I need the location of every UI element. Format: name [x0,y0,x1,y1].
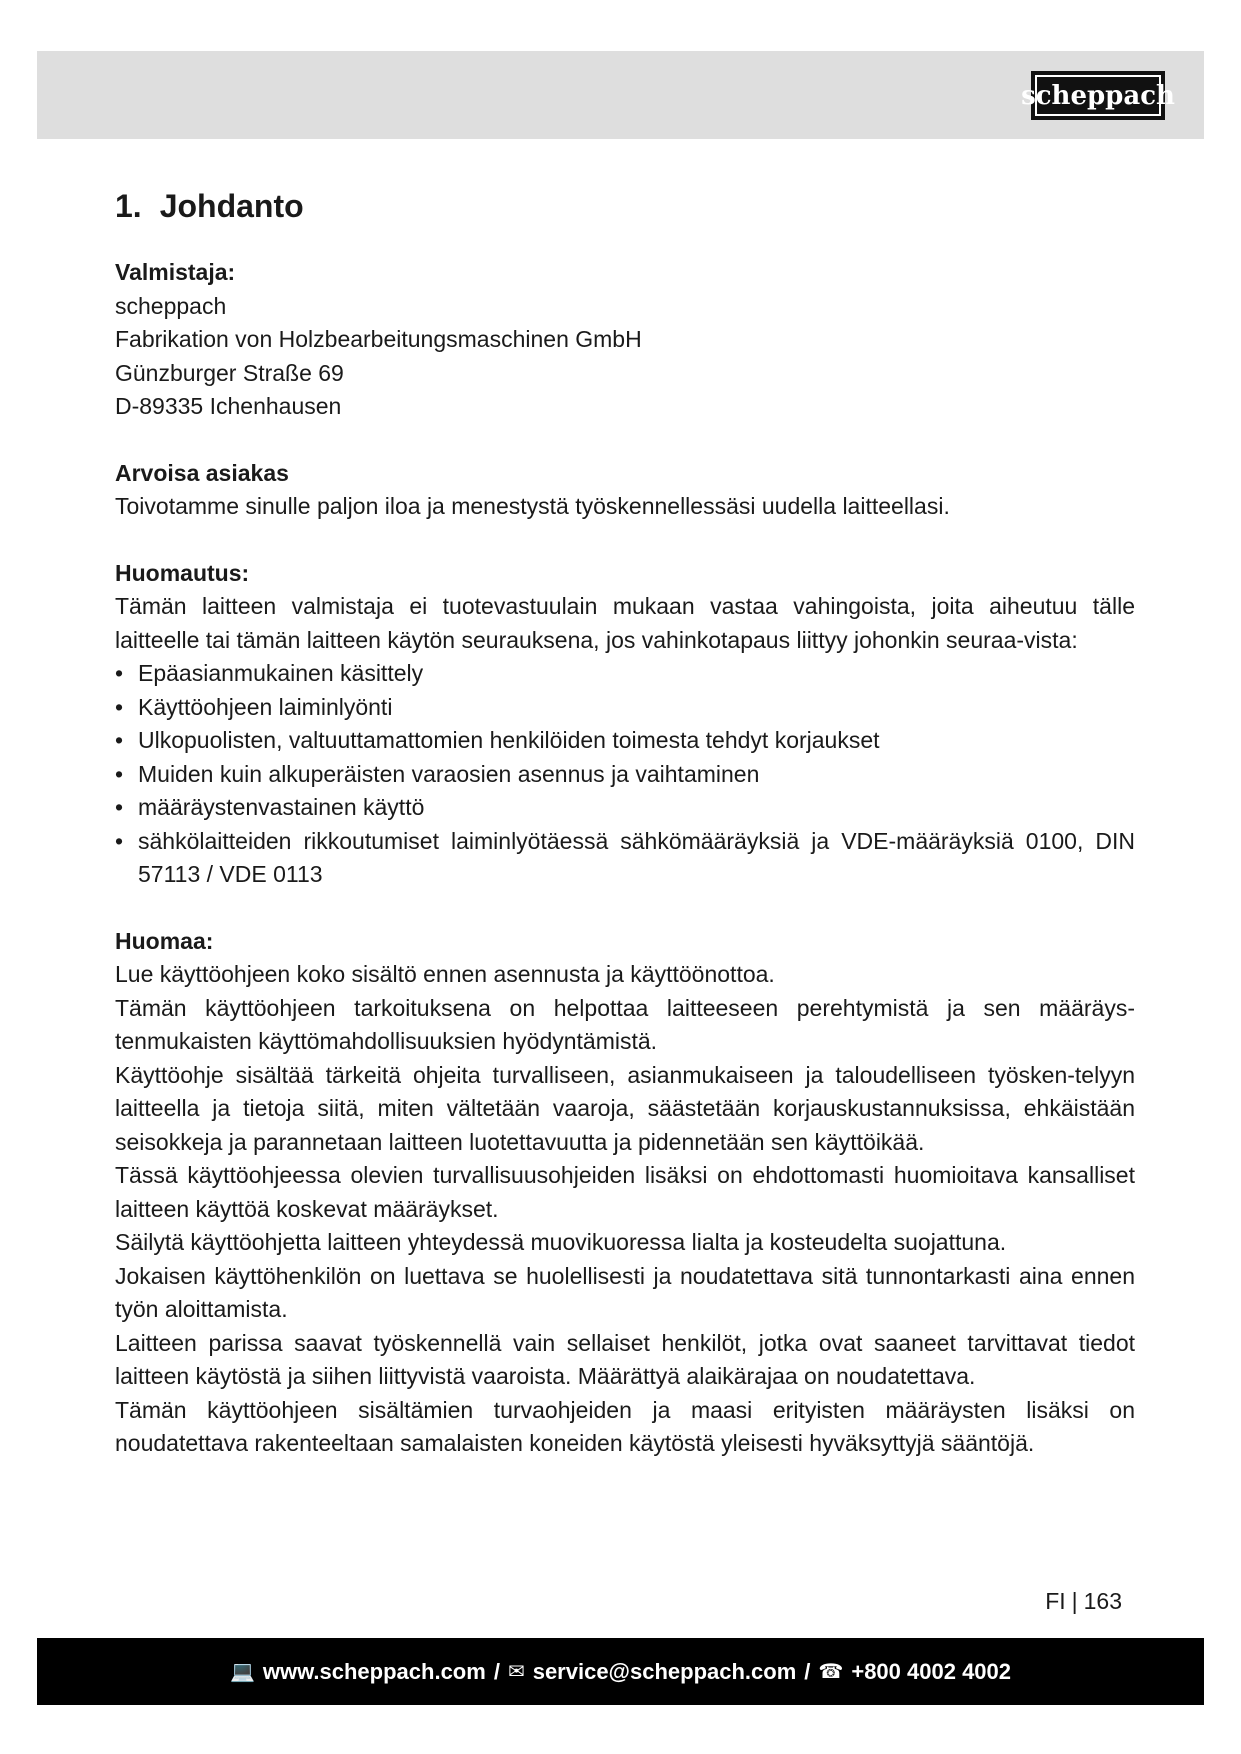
customer-block [115,457,1135,524]
attention-paragraph: Säilytä käyttöohjetta laitteen yhteydessä muovikuoressa lialta ja kosteudelta suojattuna. [115,1229,1007,1255]
attention-paragraph: Lue käyttöohjeen koko sisältö ennen asennusta ja käyttöönottoa. [115,961,775,987]
page-content [115,186,1135,1494]
page-language: FI [1045,1588,1066,1614]
footer-phone[interactable]: +800 4002 4002 [851,1658,1012,1684]
attention-paragraph: Tässä käyttöohjeessa olevien turvallisuusohjeiden lisäksi on ehdottomasti huomioitava kansalliset laitteen käyttöä koskevat määräykset. [115,1162,1135,1222]
attention-paragraph: Laitteen parissa saavat työskennellä vain sellaiset henkilöt, jotka ovat saaneet tarvittavat tiedot laitteen käytöstä ja siihen liittyvistä vaaroista. Määrättyä alaikärajaa on noudatettava. [115,1329,1135,1389]
manufacturer-line: Fabrikation von Holzbearbeitungsmaschinen GmbH [115,326,642,352]
footer-band [37,1638,1204,1705]
section-heading [115,186,1135,226]
laptop-icon: 💻 [229,1661,255,1683]
list-item: • Epäasianmukainen käsittely [115,657,1135,691]
attention-label: Huomaa: [115,927,214,954]
note-label: Huomautus: [115,559,250,586]
list-item: • määräystenvastainen käyttö [115,791,1135,825]
attention-paragraph: Käyttöohje sisältää tärkeitä ohjeita turvalliseen, asianmukaiseen ja taloudelliseen työsken-telyyn laitteella ja tietoja siitä, miten vältetään vaaroja, säästetään korjauskustannuksissa, ehkäistään seisokkeja ja parannetaan laitteen luotettavuutta ja pidennetään sen käyttöikää. [115,1061,1135,1155]
manufacturer-label: Valmistaja: [115,259,236,285]
footer-website[interactable]: www.scheppach.com [262,1658,486,1684]
list-item: • Käyttöohjeen laiminlyönti [115,691,1135,725]
section-title: Johdanto [159,188,304,224]
mail-icon: ✉ [507,1661,525,1683]
list-item: • sähkölaitteiden rikkoutumiset laiminlyötäessä sähkömääräyksiä ja VDE-määräyksiä 0100, DIN 57113 / VDE 0113 [115,825,1135,892]
phone-icon: ☎ [818,1661,844,1683]
manufacturer-block [115,256,1135,424]
page-number-value: 163 [1083,1588,1122,1614]
footer-email[interactable]: service@scheppach.com [532,1658,797,1684]
list-item: • Ulkopuolisten, valtuuttamattomien henkilöiden toimesta tehdyt korjaukset [115,724,1135,758]
page-separator: | [1071,1588,1078,1614]
attention-paragraph: Tämän käyttöohjeen sisältämien turvaohjeiden ja maasi erityisten määräysten lisäksi on noudatettava rakenteeltaan samalaisten koneiden käytöstä yleisesti hyväksyttyjä sääntöjä. [115,1396,1135,1456]
list-item: • Muiden kuin alkuperäisten varaosien asennus ja vaihtaminen [115,758,1135,792]
manufacturer-line: Günzburger Straße 69 [115,359,344,386]
note-intro: Tämän laitteen valmistaja ei tuotevastuulain mukaan vastaa vahingoista, joita aiheutuu tälle laitteelle tai tämän laitteen käytön seurauksena, jos vahinkotapaus liittyy johonkin seuraa-vista: [115,593,1135,653]
brand-logo: scheppach [1031,71,1165,120]
customer-text: Toivotamme sinulle paljon iloa ja menestystä työskennellessäsi uudella laitteellasi. [115,493,950,519]
attention-paragraph: Jokaisen käyttöhenkilön on luettava se huolellisesti ja noudatettava sitä tunnontarkasti aina ennen työn aloittamista. [115,1262,1135,1322]
note-list [115,657,1135,892]
manufacturer-line: scheppach [115,292,227,319]
attention-paragraph: Tämän käyttöohjeen tarkoituksena on helpottaa laitteeseen perehtymistä ja sen määräys-tenmukaisten käyttömahdollisuuksien hyödyntämistä. [115,994,1135,1054]
attention-block [115,925,1135,1461]
footer-divider: / [804,1658,811,1684]
note-block [115,557,1135,892]
footer-divider: / [493,1658,500,1684]
customer-label: Arvoisa asiakas [115,459,289,486]
section-number: 1. [115,188,142,224]
manufacturer-line: D-89335 Ichenhausen [115,393,342,419]
page-number [1045,1588,1122,1615]
